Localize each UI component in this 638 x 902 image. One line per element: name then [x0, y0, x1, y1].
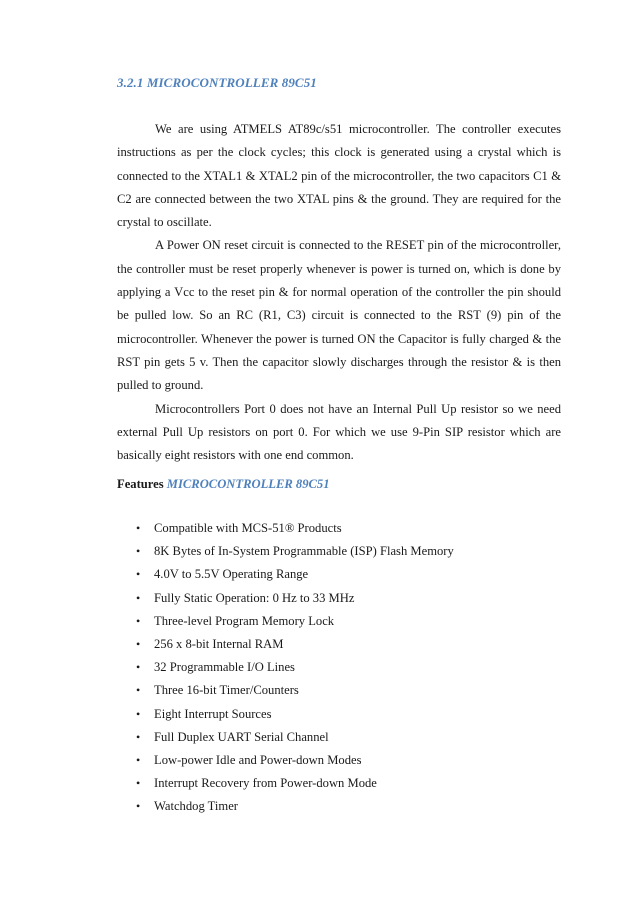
- bullet-icon: •: [136, 636, 141, 651]
- feature-list: [117, 517, 557, 818]
- list-item: [117, 726, 557, 749]
- paragraph-reset: A Power ON reset circuit is connected to the RESET pin of the microcontroller, the controller must be reset properly whenever is power is turned on, which is done by applying a Vcc to the reset pin & for normal operation of the controller the pin should be pulled low. So an RC (R1, C3) circuit is connected to the RST (9) pin of the microcontroller. Whenever the power is turned ON the Capacitor is fully charged & the RST pin gets 5 v. Then the capacitor slowly discharges through the resistor & is then pulled to ground.: [117, 238, 561, 393]
- features-label: Features: [117, 477, 164, 491]
- bullet-icon: •: [136, 590, 141, 605]
- list-item: [117, 679, 557, 702]
- list-item: [117, 795, 557, 818]
- bullet-icon: •: [136, 706, 141, 721]
- list-item: [117, 517, 557, 540]
- bullet-icon: •: [136, 567, 141, 582]
- feature-text: Interrupt Recovery from Power-down Mode: [154, 776, 377, 791]
- feature-text: Low-power Idle and Power-down Modes: [154, 752, 362, 767]
- section-heading: 3.2.1 MICROCONTROLLER 89C51: [117, 75, 317, 90]
- bullet-icon: •: [136, 521, 141, 535]
- bullet-icon: •: [136, 613, 141, 628]
- list-item: [117, 703, 557, 726]
- feature-text: Three 16-bit Timer/Counters: [154, 683, 299, 698]
- features-accent: MICROCONTROLLER 89C51: [166, 477, 330, 491]
- list-item: [117, 633, 557, 656]
- list-item: [117, 540, 557, 563]
- bullet-icon: •: [136, 776, 141, 791]
- feature-text: Eight Interrupt Sources: [154, 706, 272, 721]
- bullet-icon: •: [136, 752, 141, 767]
- bullet-icon: •: [136, 729, 141, 744]
- feature-text: 32 Programmable I/O Lines: [154, 660, 295, 675]
- features-heading: [117, 477, 330, 492]
- bullet-icon: •: [136, 683, 141, 698]
- list-item: [117, 772, 557, 795]
- feature-text: 256 x 8-bit Internal RAM: [154, 636, 284, 651]
- bullet-icon: •: [136, 544, 141, 559]
- feature-text: Watchdog Timer: [154, 799, 238, 814]
- paragraph-port0: Microcontrollers Port 0 does not have an Internal Pull Up resistor so we need external Pull Up resistors on port 0. For which we use 9-Pin SIP resistor which are basically eight resistors with one end common.: [117, 401, 561, 463]
- feature-text: Full Duplex UART Serial Channel: [154, 729, 329, 744]
- paragraph-clock: We are using ATMELS AT89c/s51 microcontroller. The controller executes instructions as per the clock cycles; this clock is generated using a crystal which is connected to the XTAL1 & XTAL2 pin of the microcontroller, the two capacitors C1 & C2 are connected between the two XTAL pins & the ground. They are required for the crystal to oscillate.: [117, 122, 561, 230]
- bullet-icon: •: [136, 660, 141, 675]
- feature-text: Fully Static Operation: 0 Hz to 33 MHz: [154, 590, 355, 605]
- feature-text: 8K Bytes of In-System Programmable (ISP) Flash Memory: [154, 544, 454, 559]
- feature-text: 4.0V to 5.5V Operating Range: [154, 567, 309, 582]
- list-item: [117, 563, 557, 586]
- feature-text: Compatible with MCS-51® Products: [154, 521, 342, 535]
- list-item: [117, 749, 557, 772]
- list-item: [117, 610, 557, 633]
- bullet-icon: •: [136, 799, 141, 814]
- feature-text: Three-level Program Memory Lock: [154, 613, 335, 628]
- body-paragraphs: [117, 118, 561, 467]
- list-item: [117, 587, 557, 610]
- list-item: [117, 656, 557, 679]
